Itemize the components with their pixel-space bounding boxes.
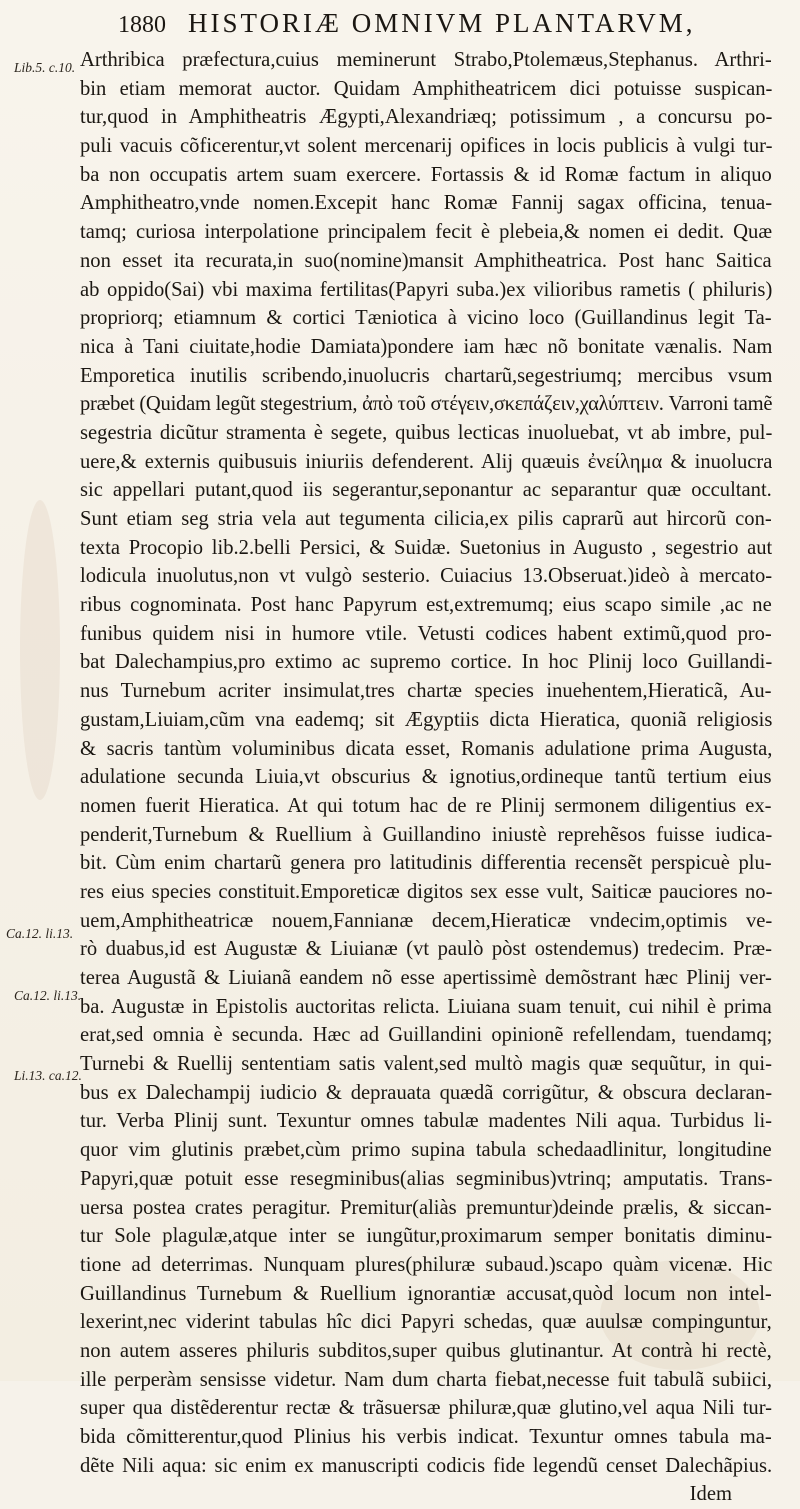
text-line: nomen fuerit Hieratica. At qui totum hac de re Plinij sermonem diligentius ex- [80,794,772,817]
text-line: super qua distẽderentur rectæ & trãsuersæ philuræ,quæ glutino,vel aqua Nili tur- [80,1397,772,1420]
text-line: texta Procopio lib.2.belli Persici, & Suidæ. Suetonius in Augusto , segestrio aut [80,536,772,559]
text-line: præbet (Quidam legũt stegestrium, ἀπὸ τοῦ στέγειν,σκεπάζειν,χαλύπτειν. Varroni tamẽ [80,393,772,416]
text-line: tur Sole plagulæ,atque inter se iungũtur,proximarum semper bonitatis diminu- [80,1225,772,1248]
margin-note: Ca.12. li.13. [14,988,82,1003]
text-line: Papyri,quæ potuit esse resegminibus(alias segminibus)vtrinq; amputatis. Trans- [80,1167,772,1190]
text-line: & sacris tantùm voluminibus dicata esset, Romanis adulatione prima Augusta, [80,737,772,760]
text-line: Idem [689,1483,732,1506]
text-line: lodicula inuolutus,non vt vulgò sesterio. Cuiacius 13.Obseruat.)ideò à mercato- [80,565,772,588]
text-line: uere,& externis quibusuis iniuriis defenderent. Alij quæuis ἐνείλημα & inuolucra [80,450,772,473]
text-line: adulatione secunda Liuia,vt obscurius & ignotius,ordineque tantũ tertium eius [80,766,772,789]
text-line: bat Dalechampius,pro extimo ac supremo cortice. In hoc Plinij loco Guillandi- [80,651,772,674]
text-line: bin etiam memorat auctor. Quidam Amphitheatricem dici potuisse suspican- [80,77,772,100]
text-line: ab oppido(Sai) vbi maxima fertilitas(Papyri suba.)ex vilioribus rametis ( philuris) [80,278,772,301]
margin-note: Lib.5. c.10. [14,60,76,75]
margin-note: Li.13. ca.12. [14,1068,82,1083]
text-line: ille perperàm sensisse videtur. Nam dum charta fiebat,necesse fuit tabulã subiici, [80,1368,772,1391]
text-line: uem,Amphitheatricæ nouem,Fannianæ decem,Hieraticæ vndecim,optimis ve- [80,909,772,932]
text-line: puli vacuis cõficerentur,vt solent mercenarij opifices in locis publicis à vulgi tur- [80,135,772,158]
text-line: ba. Augustæ in Epistolis auctoritas relicta. Liuiana suam tenuit, cui nihil è prima [80,995,772,1018]
text-line: nus Turnebum acriter insimulat,tres chartæ species inuehentem,Hieraticã, Au- [80,680,772,703]
text-line: tamq; curiosa interpolatione principalem fecit è plebeia,& nomen ei dedit. Quæ [80,221,772,244]
text-line: tur. Verba Plinij sunt. Texuntur omnes tabulæ madentes Nili aqua. Turbidus li- [80,1110,772,1133]
text-line: bida cõmitterentur,quod Plinius his verbis indicat. Texuntur omnes tabula ma- [80,1426,772,1448]
text-line: uersa postea crates peragitur. Premitur(aliàs premuntur)deinde prælis, & siccan- [80,1196,772,1219]
text-line: bit. Cùm enim chartarũ genera pro latitudinis differentia recensẽt perspicuè plu- [80,852,772,875]
text-line: lexerint,nec viderint tabulas hîc dici Papyri schedas, quæ auulsæ compinguntur, [80,1311,772,1334]
text-line: tur,quod in Amphitheatris Ægypti,Alexandriæq; potissimum , a concursu po- [80,106,772,129]
text-line: bus ex Dalechampij iudicio & deprauata quædã corrigũtur, & obscura declaran- [80,1081,772,1104]
text-line: non esset ita recurata,in suo(nomine)mansit Amphitheatrica. Post hanc Saitica [80,249,772,272]
text-line: Amphitheatro,vnde nomen.Excepit hanc Romæ Fannij sagax officina, tenua- [80,192,772,215]
text-line: terea Augustã & Liuianã eandem nõ esse apertissimè demõstrant hæc Plinij ver- [80,967,772,989]
text-line: non autem asseres philuris subditos,super quibus glutinantur. At contrà hi rectè, [80,1339,772,1362]
text-line: dẽte Nili aqua: sic enim ex manuscripti codicis fide legendũ censet Dalechãpius. [80,1454,772,1477]
body-text [80,46,772,1509]
text-line: sic appellari putant,quod iis segerantur,seponantur ac separantur quæ occultant. [80,479,772,502]
text-line: Arthribica præfectura,cuius meminerunt Strabo,Ptolemæus,Stephanus. Arthri- [80,49,772,71]
text-line: res eius species constituit.Emporeticæ digitos sex esse vult, Saiticæ pauciores no- [80,880,772,903]
text-line: propriorq; etiamnum & cortici Tæniotica à vicino loco (Guillandinus legit Ta- [80,307,772,330]
text-line: ribus cognominata. Post hanc Papyrum est,extremumq; eius scapo simile ,ac ne [80,594,772,617]
text-line: rò duabus,id est Augustæ & Liuianæ (vt paulò pòst ostendemus) tredecim. Præ- [80,938,772,961]
text-line: ba non occupatis artem suam exercere. Fortassis & id Romæ factum in aliquo [80,163,772,186]
running-header [118,8,758,44]
margin-note: Ca.12. li.13. [6,926,74,941]
text-line: Emporetica inutilis scribendo,inuolucris chartarũ,segestriumq; mercibus vsum [80,364,772,387]
text-line: segestria dicũtur stramenta è segete, quibus lecticas inuoluebat, vt ab imbre, pul- [80,421,772,444]
text-line: Sunt etiam seg stria vela aut tegumenta cilicia,ex pilis caprarũ aut hircorũ con- [80,508,772,530]
text-line: funibus quidem nisi in humore vtile. Vetusti codices habent extimũ,quod pro- [80,622,772,645]
text-line: quor vim glutinis præbet,cùm primo supina tabula schedaadlinitur, longitudine [80,1139,772,1162]
text-line: penderit,Turnebum & Ruellium à Guillandino iniustè reprehẽsos fuisse iudica- [80,823,772,846]
text-line: tione ad deterrimas. Nunquam plures(philuræ subaud.)scapo quàm vicenæ. Hic [80,1253,772,1276]
text-line: Turnebi & Ruellij sententiam satis valent,sed multò magis quæ sequũtur, in qui- [80,1053,772,1076]
text-line: Guillandinus Turnebum & Ruellium ignorantiæ accusat,quòd locum non intel- [80,1282,772,1305]
page-number: 1880 [118,12,166,38]
paper-stain [20,500,60,800]
text-line: erat,sed omnia è secunda. Hæc ad Guillandini opinionẽ refellendam, tuendamq; [80,1024,772,1047]
text-line: nica à Tani ciuitate,hodie Damiata)pondere iam hæc nõ bonitate vænalis. Nam [80,335,772,358]
text-line: gustam,Liuiam,cũm vna eademq; sit Ægyptiis dicta Hieratica, quoniã religiosis [80,708,772,731]
running-title: HISTORIÆ OMNIVM PLANTARVM, [188,8,696,38]
